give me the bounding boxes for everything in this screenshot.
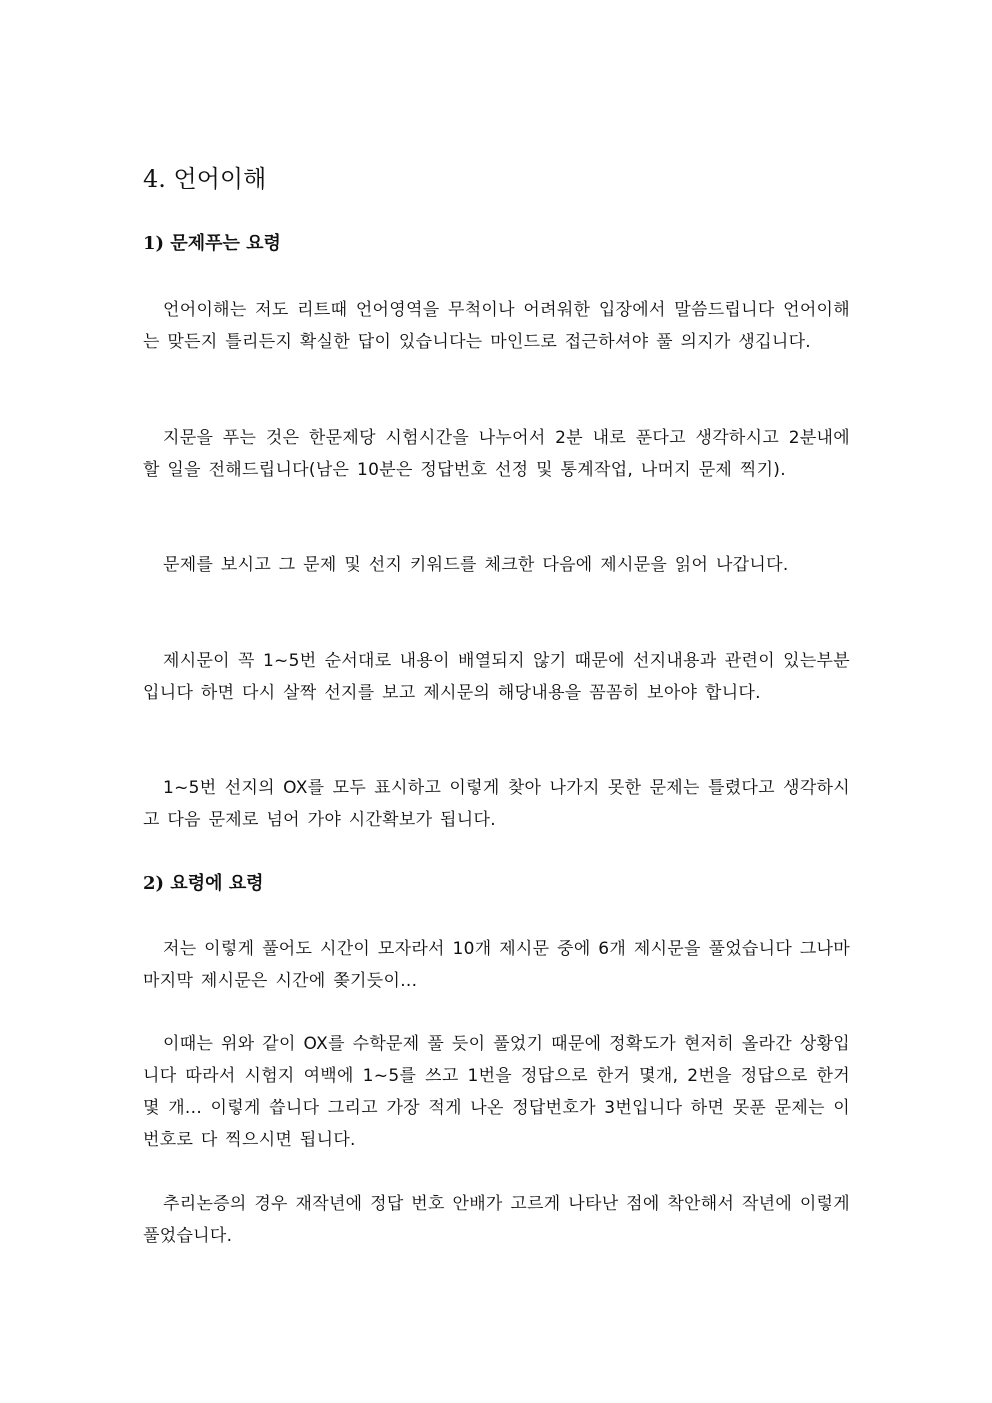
subsection-heading: 2) 요령에 요령 xyxy=(143,873,264,894)
subsection-heading: 1) 문제푸는 요령 xyxy=(143,233,281,254)
paragraph: 1~5번 선지의 OX를 모두 표시하고 이렇게 찾아 나가지 못한 문제는 틀렸다고 생각하시고 다음 문제로 넘어 가야 시간확보가 됩니다. xyxy=(143,778,850,830)
paragraph: 제시문이 꼭 1~5번 순서대로 내용이 배열되지 않기 때문에 선지내용과 관련이 있는부분입니다 하면 다시 살짝 선지를 보고 제시문의 해당내용을 꼼꼼히 보아야 합니다. xyxy=(143,651,850,703)
paragraph: 지문을 푸는 것은 한문제당 시험시간을 나누어서 2분 내로 푼다고 생각하시고 2분내에 할 일을 전해드립니다(남은 10분은 정답번호 선정 및 통계작업, 나머지 문제 찍기). xyxy=(143,428,850,480)
paragraph: 문제를 보시고 그 문제 및 선지 키워드를 체크한 다음에 제시문을 읽어 나갑니다. xyxy=(163,555,789,575)
paragraph: 이때는 위와 같이 OX를 수학문제 풀 듯이 풀었기 때문에 정확도가 현저히 올라간 상황입니다 따라서 시험지 여백에 1~5를 쓰고 1번을 정답으로 한거 몇개, 2번을 정답으로 한거 몇 개... 이렇게 씁니다 그리고 가장 적게 나온 정답번호가 3번입니다 하면 못푼 문제는 이번호로 다 찍으시면 됩니다. xyxy=(143,1034,850,1150)
section-title: 4. 언어이해 xyxy=(143,165,267,193)
paragraph: 추리논증의 경우 재작년에 정답 번호 안배가 고르게 나타난 점에 착안해서 작년에 이렇게 풀었습니다. xyxy=(143,1194,850,1246)
paragraph: 언어이해는 저도 리트때 언어영역을 무척이나 어려워한 입장에서 말씀드립니다 언어이해는 맞든지 틀리든지 확실한 답이 있습니다는 마인드로 접근하셔야 풀 의지가 생깁니다. xyxy=(143,300,850,352)
paragraph: 저는 이렇게 풀어도 시간이 모자라서 10개 제시문 중에 6개 제시문을 풀었습니다 그나마 마지막 제시문은 시간에 쫒기듯이... xyxy=(143,939,850,991)
